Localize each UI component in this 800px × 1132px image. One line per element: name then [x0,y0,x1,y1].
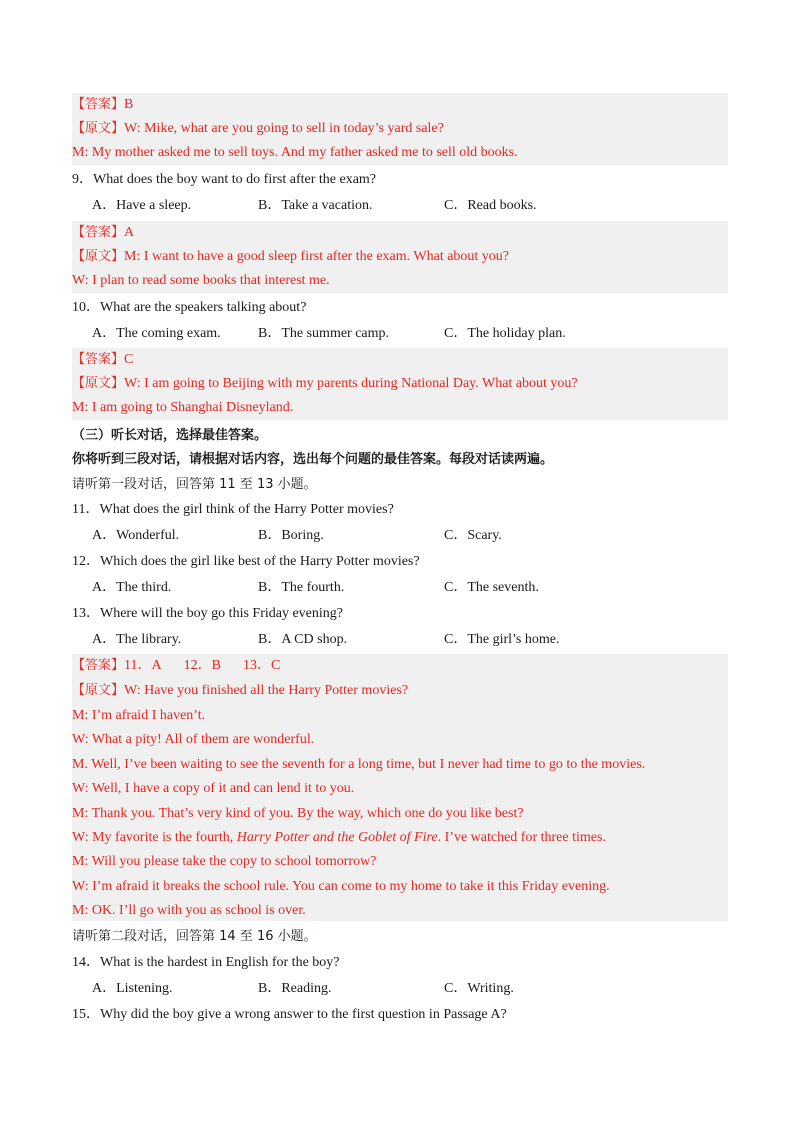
option-b: B．Reading. [258,981,332,996]
section-instruction: 你将听到三段对话，请根据对话内容，选出每个问题的最佳答案。每段对话读两遍。 [72,452,554,467]
q9-answer: 【答案】A [72,225,135,240]
option-c: C．The girl’s home. [444,632,560,647]
script-line: M: I’m afraid I haven’t. [72,708,206,723]
q10-answer-block [72,348,728,420]
option-b: B．The fourth. [258,580,345,595]
question-stem: 12．Which does the girl like best of the Harry Potter movies? [72,554,420,569]
q8-answer: 【答案】B [72,97,134,112]
q8-answer-block [72,93,728,165]
script-line: W: I’m afraid it breaks the school rule. You can come to my home to take it this Friday evening. [72,879,610,894]
question-10 [72,296,728,348]
q11-13-answer-block [72,654,728,921]
q9-script-line: 【原文】M: I want to have a good sleep first after the exam. What about you? [72,249,510,264]
section-3 [72,424,728,500]
q9-answer-block [72,221,728,293]
option-a: A．Wonderful. [92,528,180,543]
script-line: W: Well, I have a copy of it and can lend it to you. [72,781,355,796]
question-stem: 14．What is the hardest in English for the boy? [72,955,340,970]
q8-script-line: 【原文】W: Mike, what are you going to sell in today’s yard sale? [72,121,444,136]
question-15 [72,1003,728,1029]
q9-script-line: W: I plan to read some books that interest me. [72,273,330,288]
dialog-1-intro: 请听第一段对话，回答第 11 至 13 小题。 [72,477,317,492]
script-line: M. Well, I’ve been waiting to see the seventh for a long time, but I never had time to go to the movies. [72,757,646,772]
question-12 [72,550,728,602]
script-line: M: Will you please take the copy to school tomorrow? [72,854,377,869]
question-stem: 15．Why did the boy give a wrong answer to the first question in Passage A? [72,1007,507,1022]
option-b: B．The summer camp. [258,326,390,341]
question-stem: 9．What does the boy want to do first after the exam? [72,172,377,187]
option-a: A．The third. [92,580,172,595]
script-line: M: OK. I’ll go with you as school is over. [72,903,306,918]
script-line: W: What a pity! All of them are wonderful. [72,732,315,747]
option-a: A．Listening. [92,981,173,996]
script-line: M: Thank you. That’s very kind of you. By the way, which one do you like best? [72,806,524,821]
option-a: A．The library. [92,632,182,647]
movie-title: Harry Potter and the Goblet of Fire [236,830,438,845]
option-c: C．The holiday plan. [444,326,566,341]
question-11 [72,498,728,550]
q11-13-answer: 【答案】11．A 12．B 13．C [72,658,281,673]
script-line: W: My favorite is the fourth, Harry Potter and the Goblet of Fire. I’ve watched for three times. [72,830,606,845]
option-b: B．Boring. [258,528,324,543]
question-stem: 10．What are the speakers talking about? [72,300,307,315]
q8-script-line: M: My mother asked me to sell toys. And my father asked me to sell old books. [72,145,518,160]
option-c: C．Writing. [444,981,514,996]
option-c: C．The seventh. [444,580,539,595]
dialog-2-intro: 请听第二段对话，回答第 14 至 16 小题。 [72,929,317,944]
option-a: A．Have a sleep. [92,198,192,213]
section-heading: （三）听长对话，选择最佳答案。 [72,428,268,443]
option-c: C．Scary. [444,528,502,543]
option-c: C．Read books. [444,198,537,213]
q10-script-line: 【原文】W: I am going to Beijing with my parents during National Day. What about you? [72,376,578,391]
question-stem: 13．Where will the boy go this Friday evening? [72,606,343,621]
option-a: A．The coming exam. [92,326,221,341]
question-13 [72,602,728,654]
dialog-2 [72,925,728,951]
question-stem: 11．What does the girl think of the Harry Potter movies? [72,502,394,517]
option-b: B．A CD shop. [258,632,348,647]
script-line: 【原文】W: Have you finished all the Harry Potter movies? [72,683,409,698]
question-14 [72,951,728,1003]
question-9 [72,168,728,220]
option-b: B．Take a vacation. [258,198,373,213]
q10-answer: 【答案】C [72,352,134,367]
q10-script-line: M: I am going to Shanghai Disneyland. [72,400,294,415]
